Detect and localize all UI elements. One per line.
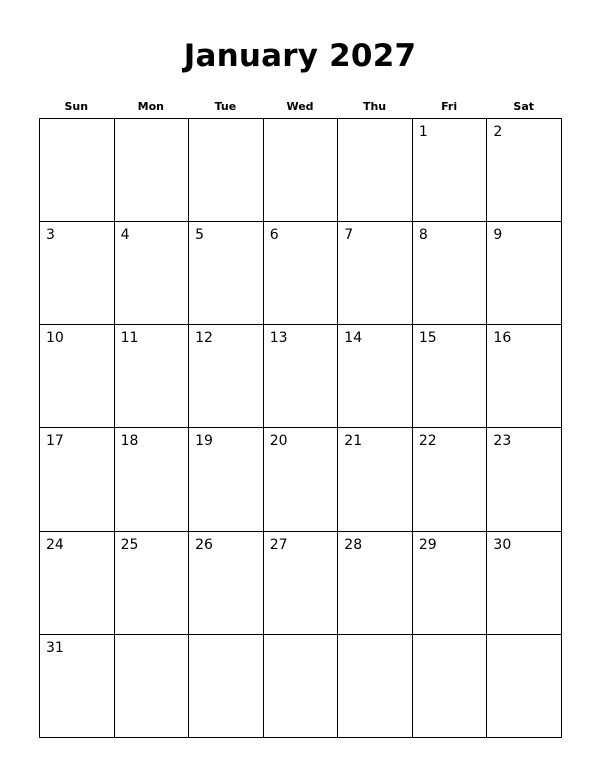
day-number: 16 (493, 330, 512, 347)
day-cell (487, 119, 562, 222)
day-number: 9 (493, 227, 503, 244)
day-cell (264, 222, 339, 325)
day-cell (40, 222, 115, 325)
day-cell (413, 428, 488, 531)
day-cell (40, 635, 115, 738)
day-number: 15 (418, 330, 437, 347)
day-number: 5 (195, 227, 205, 244)
day-cell (264, 532, 339, 635)
weekday-sun: Sun (64, 100, 89, 113)
day-cell (189, 222, 264, 325)
day-number: 1 (418, 124, 428, 140)
day-number: 27 (269, 536, 288, 553)
weekday-fri: Fri (441, 100, 458, 113)
weekday-wed: Wed (286, 100, 314, 113)
day-cell (264, 119, 339, 222)
day-number: 19 (195, 433, 213, 450)
day-cell (189, 119, 264, 222)
day-cell (487, 428, 562, 531)
calendar-title: January 2027 (183, 38, 417, 74)
day-cell (338, 532, 413, 635)
day-cell (189, 428, 264, 531)
day-cell (413, 325, 488, 428)
day-number: 7 (344, 227, 354, 244)
weekday-sat: Sat (513, 100, 534, 113)
day-cell (264, 325, 339, 428)
weekday-thu: Thu (362, 100, 387, 113)
day-number: 6 (269, 227, 279, 244)
day-number: 20 (269, 433, 288, 450)
weekday-mon: Mon (137, 100, 165, 113)
day-cell (189, 325, 264, 428)
day-number: 24 (46, 536, 64, 553)
day-cell (115, 119, 190, 222)
weekday-header-row (39, 99, 561, 115)
day-cell (115, 635, 190, 738)
day-cell (115, 532, 190, 635)
day-cell (40, 532, 115, 635)
day-number: 28 (344, 536, 363, 553)
day-cell (413, 532, 488, 635)
day-number: 26 (195, 536, 213, 553)
day-cell (413, 635, 488, 738)
day-cell (487, 635, 562, 738)
day-cell (413, 222, 488, 325)
day-number: 11 (120, 330, 139, 347)
day-cell (338, 222, 413, 325)
day-cell (338, 325, 413, 428)
day-number: 10 (46, 330, 64, 347)
day-number: 17 (46, 433, 64, 450)
day-cell (487, 532, 562, 635)
day-number: 25 (120, 536, 139, 553)
day-cell (115, 222, 190, 325)
day-cell (189, 532, 264, 635)
day-number: 30 (493, 536, 512, 553)
day-number: 23 (493, 433, 512, 450)
day-number: 22 (418, 433, 437, 450)
day-number: 4 (120, 227, 130, 244)
day-cell (338, 119, 413, 222)
day-number: 29 (418, 536, 437, 553)
day-number: 8 (418, 227, 428, 244)
day-number: 13 (269, 330, 288, 347)
day-cell (338, 428, 413, 531)
day-cell (487, 325, 562, 428)
day-cell (264, 635, 339, 738)
day-cell (115, 325, 190, 428)
day-number: 21 (344, 433, 363, 450)
day-number: 2 (493, 124, 503, 140)
day-cell (264, 428, 339, 531)
day-number: 3 (46, 227, 55, 244)
day-cell (40, 119, 115, 222)
day-number: 31 (46, 639, 64, 656)
day-cell (40, 325, 115, 428)
day-cell (338, 635, 413, 738)
day-number: 18 (120, 433, 139, 450)
day-number: 12 (195, 330, 213, 347)
day-cell (487, 222, 562, 325)
day-cell (189, 635, 264, 738)
day-cell (40, 428, 115, 531)
calendar-grid (39, 118, 562, 738)
day-cell (115, 428, 190, 531)
weekday-tue: Tue (214, 100, 237, 113)
day-cell (413, 119, 488, 222)
day-number: 14 (344, 330, 363, 347)
